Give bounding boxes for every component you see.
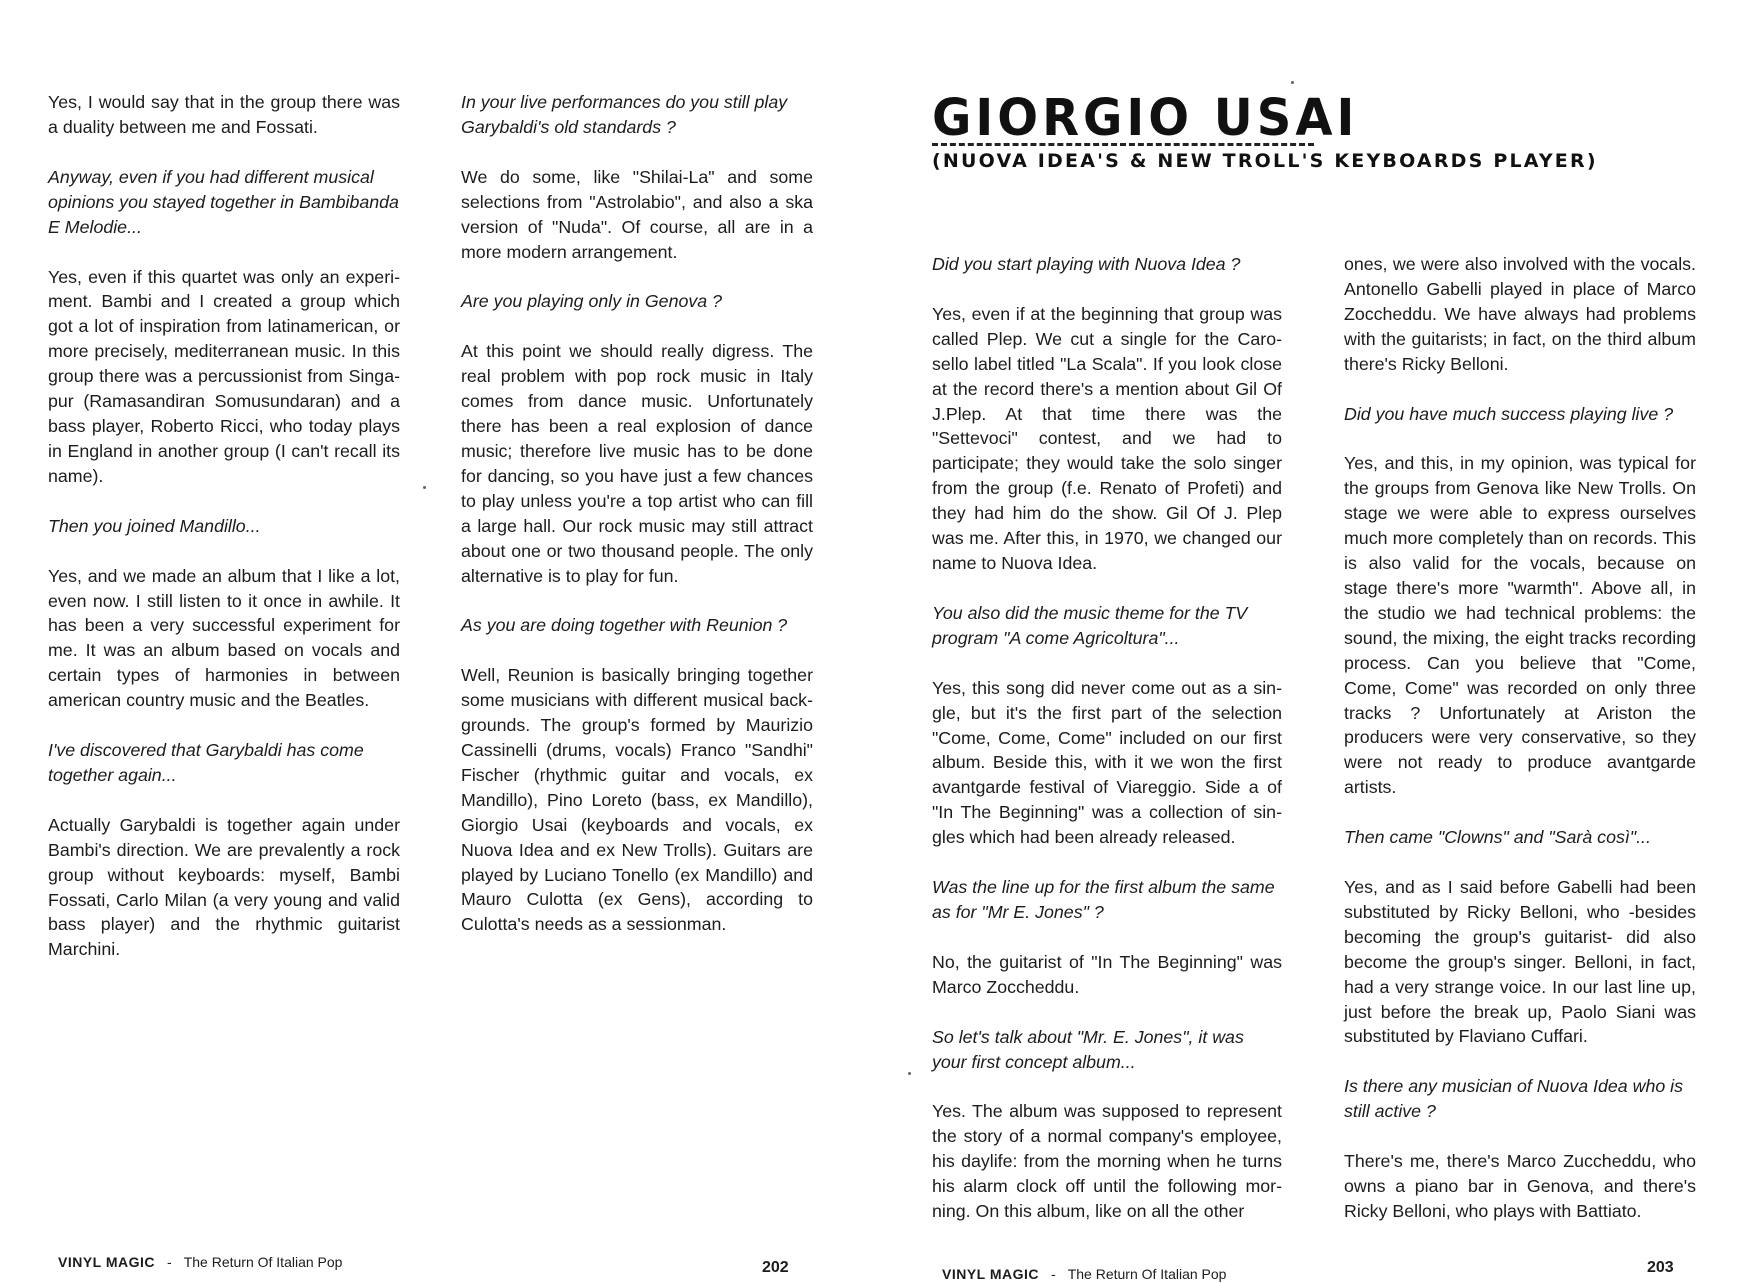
paragraph: Yes, I would say that in the group there was a duality between me and Fossati. <box>48 92 400 137</box>
article-title: GIORGIO USAI <box>932 88 1359 148</box>
scan-speck <box>908 1072 911 1075</box>
interview-question: Then you joined Mandillo... <box>48 515 261 536</box>
paragraph: Yes, even if at the beginning that group was called Plep. We cut a single for the Carosello label titled "La Scala". If you look close at the record there's a mention about Gil Of J.Plep. At that time there was the "Settevoci" contest, and we had to participate; they would take the solo singer from the group (f.e. Renato of Profeti) and they had him do the show. Gil Of J. Plep was me. After this, in 1970, we changed our name to Nuova Idea. <box>932 303 1282 573</box>
paragraph: No, the guitarist of "In The Beginning" was Marco Zoccheddu. <box>932 951 1282 997</box>
paragraph: ones, we were also involved with the vocals. Antonello Gabelli played in place of Marco Zoccheddu. We have always had problems with the guitarists; in fact, on the third album there's Ricky Belloni. <box>1344 254 1696 374</box>
issue-title: The Return Of Italian Pop <box>1067 1266 1227 1282</box>
paragraph: We do some, like "Shilai-La" and some selections from "Astrolabio", and also a ska version of "Nuda". Of course, all are in a more modern arrangement. <box>461 166 813 262</box>
paragraph: Yes, even if this quartet was only an experiment. Bambi and I created a group which got a lot of inspiration from latinamerican, or more precisely, mediterranean music. In this group there was a percussionist from Singapur (Ramasandiran Somusundaran) and a bass player, Roberto Ricci, who today plays in England in another group (I can't recall its name). <box>48 266 400 486</box>
interview-question: Is there any musician of Nuova Idea who is still active ? <box>1344 1076 1684 1122</box>
issue-title: The Return Of Italian Pop <box>183 1254 343 1270</box>
scan-speck <box>1291 81 1294 84</box>
footer-separator: - <box>167 1254 172 1270</box>
article-subtitle: (NUOVA IDEA'S & NEW TROLL'S KEYBOARDS PLAYER) <box>932 150 1598 172</box>
right-page-footer <box>942 1265 1226 1283</box>
magazine-name: VINYL MAGIC <box>58 1254 156 1270</box>
paragraph: At this point we should really digress. The real problem with pop rock music in Italy comes from dance music. Unfortunately there has been a real explosion of dance music; therefore live music has to be done for dancing, so you have just a few chances to play unless you're a top artist who can fill a large hall. Our rock music may still attract about one or two thousand people. The only alternative is to play for fun. <box>461 341 813 586</box>
interview-question: I've discovered that Garybaldi has come together again... <box>48 740 364 785</box>
interview-question: Are you playing only in Genova ? <box>461 291 722 312</box>
interview-question: Did you have much success playing live ? <box>1344 403 1674 424</box>
paragraph: There's me, there's Marco Zuccheddu, who owns a piano bar in Genova, and there's Ricky Belloni, who plays with Battiato. <box>1344 1151 1696 1221</box>
paragraph: Yes, and we made an album that I like a lot, even now. I still listen to it once in awhile. It has been a very successful experiment for me. It was an album based on vocals and certain types of harmonies in between american country music and the Beatles. <box>48 565 400 711</box>
paragraph: Yes. The album was supposed to represent the story of a normal company's employee, his daylife: from the morning when he turns his alarm clock off until the following morning. On this album, like on all the other <box>932 1101 1282 1222</box>
interview-question: Was the line up for the first album the same as for "Mr E. Jones" ? <box>932 877 1275 922</box>
interview-question: Then came "Clowns" and "Sarà così"... <box>1344 827 1651 848</box>
paragraph: Actually Garybaldi is together again under Bambi's direction. We are prevalently a rock group without keyboards: myself, Bambi Fossati, Carlo Milan (a very young and valid bass player) and the rhythmic guitarist Marchini. <box>48 814 400 960</box>
interview-question: As you are doing together with Reunion ? <box>461 615 788 636</box>
page-number: 202 <box>762 1259 789 1276</box>
interview-question: Did you start playing with Nuova Idea ? <box>932 254 1241 274</box>
paragraph: Well, Reunion is basically bringing together some musicians with different musical backgrounds. The group's formed by Maurizio Cassinelli (drums, vocals) Franco "Sandhi" Fischer (rhythmic guitar and vocals, ex Mandillo), Pino Loreto (bass, ex Mandillo), Giorgio Usai (keyboards and vocals, ex Nuova Idea and ex New Trolls). Guitars are played by Luciano Tonello (ex Mandillo) and Mauro Culotta (ex Gens), according to Culotta's needs as a sessionman. <box>461 665 813 935</box>
paragraph: Yes, this song did never come out as a single, but it's the first part of the selection "Come, Come, Come" included on our first album. Beside this, with it we won the first avantgarde festival of Viareggio. Side a of "In The Beginning" was a collection of singles which had been already released. <box>932 677 1282 848</box>
paragraph: Yes, and as I said before Gabelli had been substituted by Ricky Belloni, who -besides becoming the group's guitarist- did also become the group's singer. Belloni, in fact, had a very strange voice. In our last line up, just before the break up, Paolo Siani was substituted by Flaviano Cuffari. <box>1344 877 1696 1047</box>
right-page-column-2 <box>1344 252 1696 1249</box>
interview-question: In your live performances do you still play Garybaldi's old standards ? <box>461 92 788 137</box>
left-page-column-1 <box>48 90 400 987</box>
footer-separator: - <box>1051 1266 1056 1282</box>
left-page-column-2 <box>461 90 813 962</box>
title-underline <box>932 143 1314 146</box>
paragraph: Yes, and this, in my opinion, was typical for the groups from Genova like New Trolls. On stage we were able to express ourselves much more completely than on records. This is also valid for the vocals, because on stage there's more "warmth". Above all, in the studio we had technical problems: the sound, the mixing, the eight tracks recording process. Can you believe that "Come, Come, Come" was recorded on only three tracks ? Unfortunately at Ariston the producers were very conservative, so they were not ready to produce avantgarde artists. <box>1344 453 1696 798</box>
left-page-footer <box>58 1253 342 1271</box>
interview-question: You also did the music theme for the TV program "A come Agricoltura"... <box>932 602 1248 648</box>
interview-question: So let's talk about "Mr. E. Jones", it was your first concept album... <box>932 1026 1244 1072</box>
magazine-name: VINYL MAGIC <box>942 1266 1040 1282</box>
interview-question: Anyway, even if you had different musical opinions you stayed together in Bambibanda E Melodie... <box>48 166 399 237</box>
scan-speck <box>423 486 426 489</box>
right-page-column-1 <box>932 252 1282 1249</box>
page-number: 203 <box>1647 1259 1674 1276</box>
